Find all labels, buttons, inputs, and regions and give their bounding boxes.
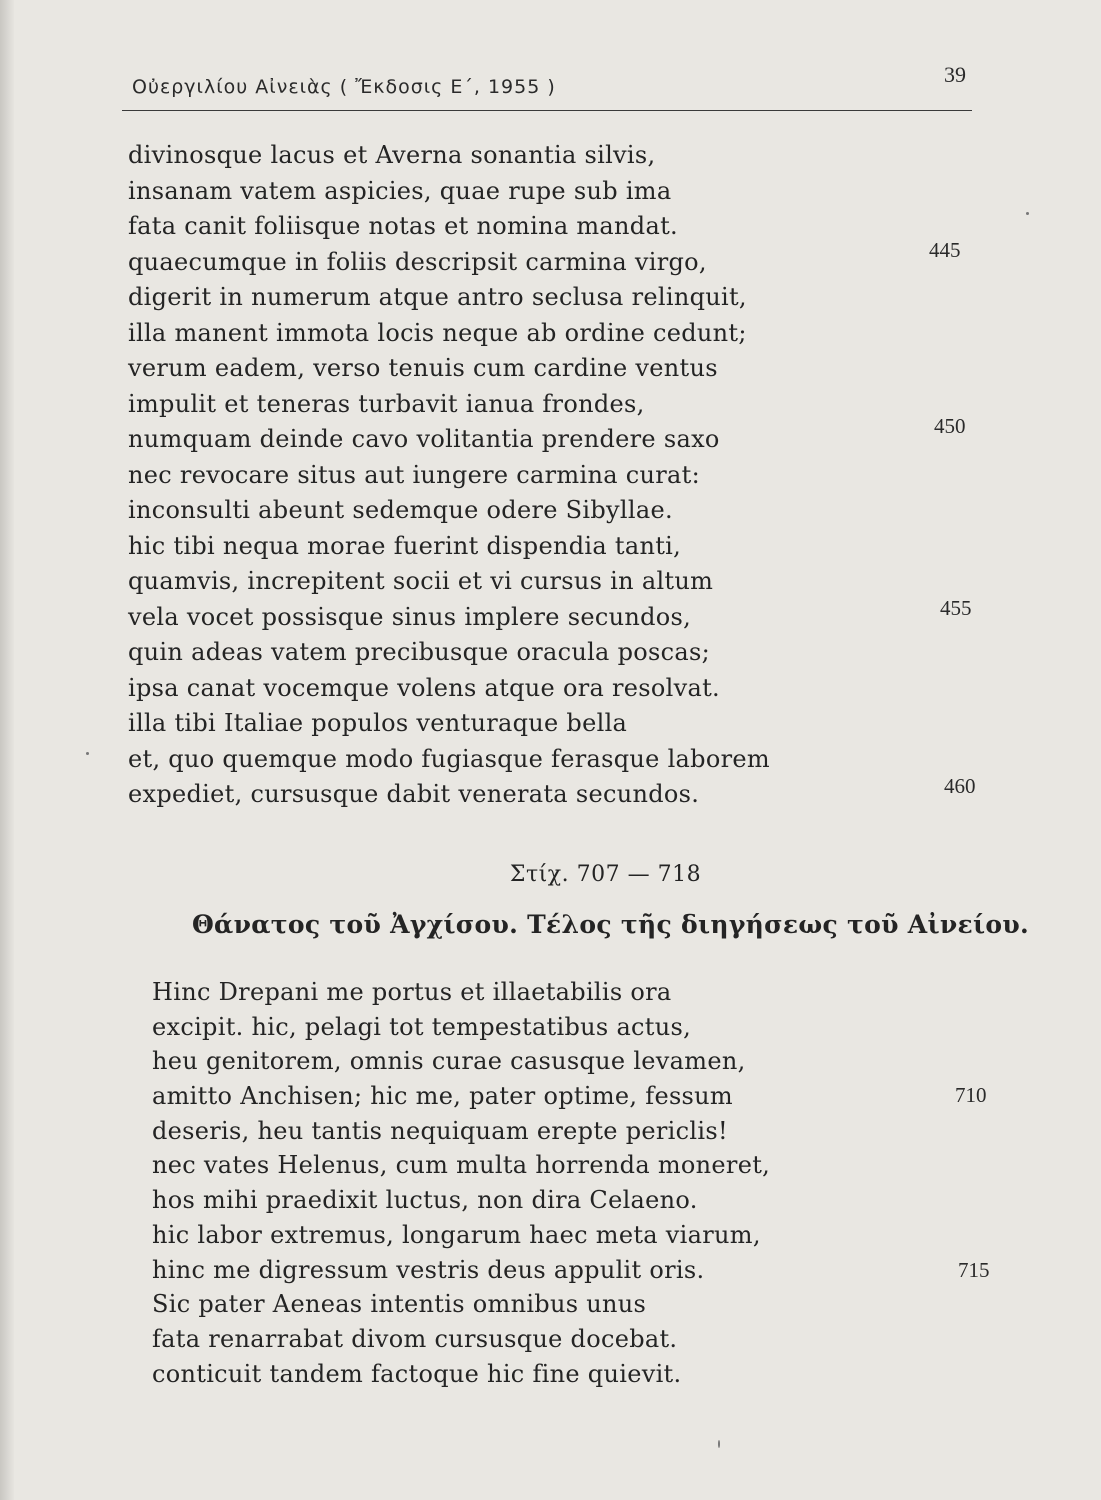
verse-line: impulit et teneras turbavit ianua frondes, (128, 389, 645, 418)
verse-line: quin adeas vatem precibusque oracula poscas; (128, 638, 710, 666)
verse-line: Sic pater Aeneas intentis omnibus unus (152, 1290, 647, 1319)
verse-line: quaecumque in foliis descripsit carmina virgo, (128, 247, 707, 276)
section-title: Θάνατος τοῦ Ἀγχίσου. Τέλος τῆς διηγήσεως τοῦ Αἰνείου. (191, 910, 1030, 939)
verse-line: nec revocare situs aut iungere carmina curat: (128, 460, 700, 489)
verse-line: Hinc Drepani me portus et illaetabilis ora (152, 978, 672, 1006)
line-number: 455 (940, 596, 972, 620)
verse-line: divinosque lacus et Averna sonantia silvis, (128, 141, 656, 169)
header-rule (122, 110, 972, 111)
paper-speck (1026, 212, 1029, 215)
running-title: Οὐεργιλίου Αἰνειὰς ( Ἔκδοσις Ε΄, 1955 ) (132, 76, 556, 98)
page-edge (0, 0, 14, 1500)
verse-line: et, quo quemque modo fugiasque ferasque laborem (128, 744, 770, 773)
line-number: 445 (929, 238, 961, 262)
verse-line: hic tibi nequa morae fuerint dispendia tanti, (128, 531, 682, 560)
verse-line: excipit. hic, pelagi tot tempestatibus actus, (152, 1012, 692, 1041)
verse-line: deseris, heu tantis nequiquam erepte periclis! (152, 1116, 728, 1145)
verse-line: hos mihi praedixit luctus, non dira Celaeno. (152, 1186, 698, 1215)
passage-1 (128, 138, 770, 813)
verse-line: fata canit foliisque notas et nomina mandat. (128, 212, 678, 240)
verse-line: expediet, cursusque dabit venerata secundos. (128, 780, 700, 808)
verse-line: fata renarrabat divom cursusque docebat. (152, 1324, 678, 1353)
section-reference: Στίχ. 707 — 718 (509, 862, 702, 887)
passage-2 (152, 975, 770, 1391)
verse-line: hic labor extremus, longarum haec meta viarum, (152, 1220, 761, 1249)
verse-line: nec vates Helenus, cum multa horrenda moneret, (152, 1151, 771, 1180)
verse-line: conticuit tandem factoque hic fine quievit. (152, 1359, 682, 1388)
verse-line: ipsa canat vocemque volens atque ora resolvat. (128, 673, 720, 702)
verse-line: insanam vatem aspicies, quae rupe sub ima (128, 176, 672, 205)
verse-line: hinc me digressum vestris deus appulit oris. (152, 1255, 705, 1284)
line-number: 715 (958, 1258, 990, 1282)
verse-line: vela vocet possisque sinus implere secundos, (128, 602, 692, 631)
line-number: 460 (944, 774, 976, 798)
paper-speck (718, 1440, 720, 1448)
page-number: 39 (944, 62, 966, 87)
paper-speck (86, 752, 89, 755)
verse-line: inconsulti abeunt sedemque odere Sibyllae. (128, 496, 673, 524)
verse-line: illa manent immota locis neque ab ordine cedunt; (128, 318, 747, 347)
verse-line: numquam deinde cavo volitantia prendere saxo (128, 425, 720, 453)
line-number: 710 (955, 1083, 987, 1107)
line-number: 450 (934, 414, 966, 438)
verse-line: verum eadem, verso tenuis cum cardine ventus (128, 354, 718, 382)
verse-line: illa tibi Italiae populos venturaque bella (128, 709, 628, 737)
verse-line: heu genitorem, omnis curae casusque levamen, (152, 1047, 746, 1076)
verse-line: quamvis, increpitent socii et vi cursus in altum (128, 567, 714, 595)
verse-line: amitto Anchisen; hic me, pater optime, fessum (152, 1082, 733, 1111)
verse-line: digerit in numerum atque antro seclusa relinquit, (128, 283, 747, 311)
page-header (122, 62, 972, 102)
